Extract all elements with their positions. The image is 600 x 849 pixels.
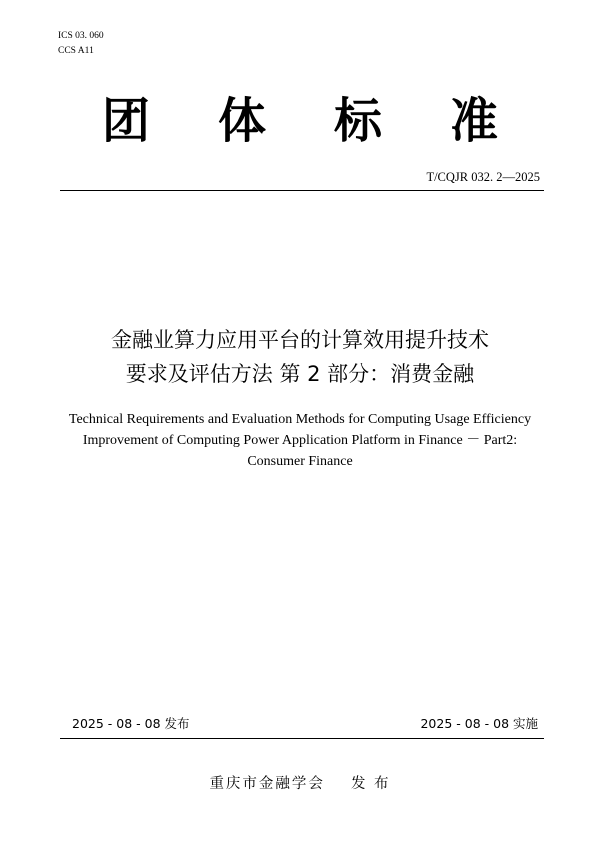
implementation-date: 2025 - 08 - 08 实施: [420, 716, 538, 731]
publisher-line: [0, 772, 600, 793]
document-type-heading: [60, 86, 540, 149]
publisher-action: 发 布: [350, 776, 391, 792]
ics-code: ICS 03. 060: [58, 31, 104, 41]
title-english-line-3: Consumer Finance: [247, 454, 353, 469]
doc-type-char: 准: [449, 92, 498, 149]
title-english-line-1: Technical Requirements and Evaluation Methods for Computing Usage Efficiency: [68, 412, 532, 427]
standard-number: T/CQJR 032. 2—2025: [426, 170, 540, 184]
title-english-line-2: Improvement of Computing Power Application Platform in Finance － Part2:: [82, 433, 518, 448]
title-chinese-line-1: 金融业算力应用平台的计算效用提升技术: [111, 328, 489, 352]
ccs-code: CCS A11: [58, 46, 94, 56]
issue-date: 2025 - 08 - 08 发布: [72, 716, 190, 731]
title-chinese-line-2: 要求及评估方法 第 2 部分：消费金融: [125, 362, 475, 386]
bottom-divider: [60, 738, 544, 739]
doc-type-char: 标: [333, 92, 382, 149]
doc-type-char: 体: [217, 92, 266, 149]
top-divider: [60, 190, 544, 191]
publisher-name: 重庆市金融学会: [209, 776, 325, 792]
doc-type-char: 团: [102, 92, 151, 149]
